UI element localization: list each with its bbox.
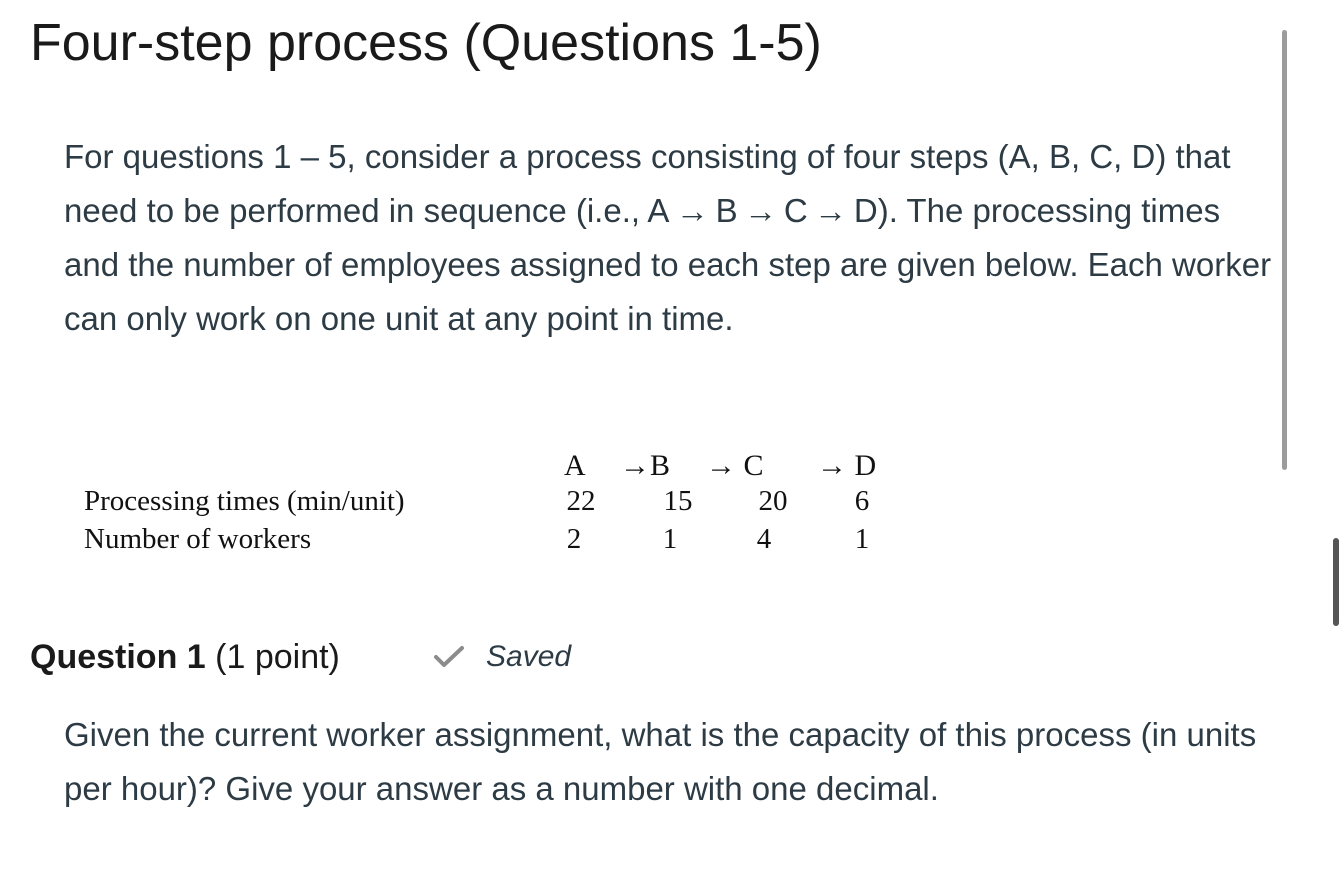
workers-d: 1: [854, 523, 870, 555]
processing-times-label: Processing times (min/unit): [84, 485, 405, 517]
question-text: Given the current worker assignment, what is the capacity of this process (in units per hour)? Give your answer as a number with one decimal.: [64, 716, 1257, 807]
question-number: Question 1: [30, 638, 206, 676]
check-icon: [432, 643, 466, 671]
intro-paragraph: For questions 1 – 5, consider a process consisting of four steps (A, B, C, D) that need to be performed in sequence (i.e., A → B → C → D). The processing times and the number of employees assigned to each step are given below. Each worker can only work on one unit at any point in time.: [64, 138, 1272, 337]
step-c-header: → C: [706, 449, 764, 482]
processing-time-a: 22: [566, 485, 596, 517]
page-title: Four-step process (Questions 1-5): [30, 14, 822, 72]
workers-a: 2: [566, 523, 582, 555]
workers-b: 1: [662, 523, 678, 555]
saved-label: Saved: [486, 640, 572, 673]
step-a-header: A: [564, 449, 586, 482]
question-header: [30, 634, 340, 680]
processing-time-d: 6: [854, 485, 870, 517]
processing-time-c: 20: [758, 485, 788, 517]
processing-time-b: 15: [663, 485, 693, 517]
workers-c: 4: [756, 523, 772, 555]
question-points: (1 point): [215, 638, 340, 676]
number-of-workers-label: Number of workers: [84, 523, 312, 555]
saved-status: [432, 640, 571, 674]
process-table: [84, 445, 904, 565]
page-scrollbar[interactable]: [1333, 538, 1339, 626]
step-d-header: → D: [817, 449, 877, 482]
content-scrollbar[interactable]: [1282, 30, 1287, 470]
step-b-header: →B: [620, 449, 671, 482]
